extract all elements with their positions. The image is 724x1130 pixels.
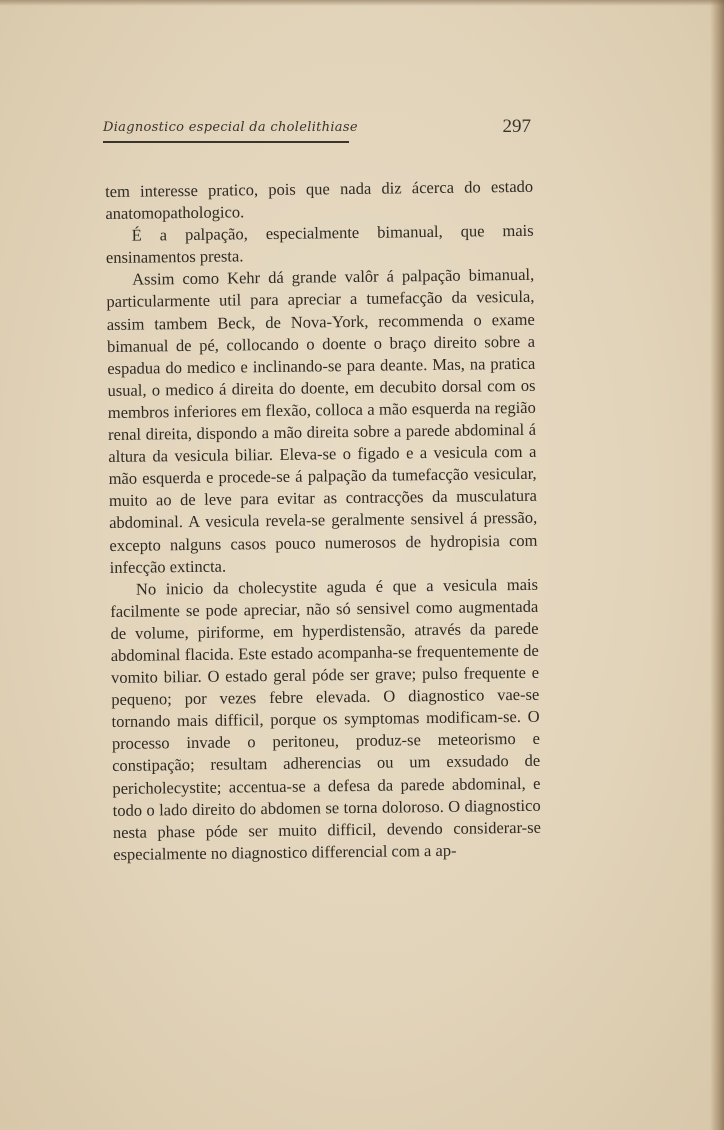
paragraph-1: tem interesse pratico, pois que nada diz ácerca do estado anatomopathologico. [105,176,534,224]
page-header [103,112,533,148]
running-head: Diagnostico especial da cholelithiase [103,120,358,135]
header-rule [103,141,349,143]
paragraph-2: É a palpação, especialmente bimanual, que mais ensinamentos presta. [105,220,534,268]
paragraph-4: No inicio da cholecystite aguda é que a vesicula mais facilmente se pode apreciar, não só sensivel como augmentada de volume, piriforme, em hyperdistensão, através da parede abdominal flacida. Este estado acompanha-se frequentemente de vomito biliar. O estado geral póde ser grave; pulso frequente e pequeno; por vezes febre elevada. O diagnostico vae-se tornando mais difficil, porque os symptomas modificam-se. O processo invade o peritoneu, produz-se meteorismo e constipação; resultam adherencias ou um exsudado de pericholecystite; accentua-se a defesa da parede abdominal, e todo o lado direito do abdomen se torna doloroso. O diagnostico nesta phase póde ser muito difficil, devendo considerar-se especialmente no diagnostico differencial com a ap- [110,574,542,864]
body-text [105,176,541,866]
paragraph-3: Assim como Kehr dá grande valôr á palpação bimanual, particularmente util para apreciar a tumefacção da vesicula, assim tambem Beck, de Nova-York, recommenda o exame bimanual de pé, collocando o doente o braço direito sobre a espadua do medico e inclinando-se para deante. Mas, na pratica usual, o medico á direita do doente, em decubito dorsal com os membros inferiores em flexão, colloca a mão esquerda na região renal direita, dispondo a mão direita sobre a parede abdominal á altura da vesicula biliar. Eleva-se o figado e a vesicula com a mão esquerda e procede-se á palpação da tumefacção vesicular, muito ao de leve para evitar as contracções da musculatura abdominal. A vesicula revela-se geralmente sensivel á pressão, excepto nalguns casos pouco numerosos de hydropisia com infecção extincta. [106,265,538,577]
page-top-shadow [0,0,724,6]
page-number: 297 [502,116,531,137]
page-edge-shadow [710,0,724,1130]
